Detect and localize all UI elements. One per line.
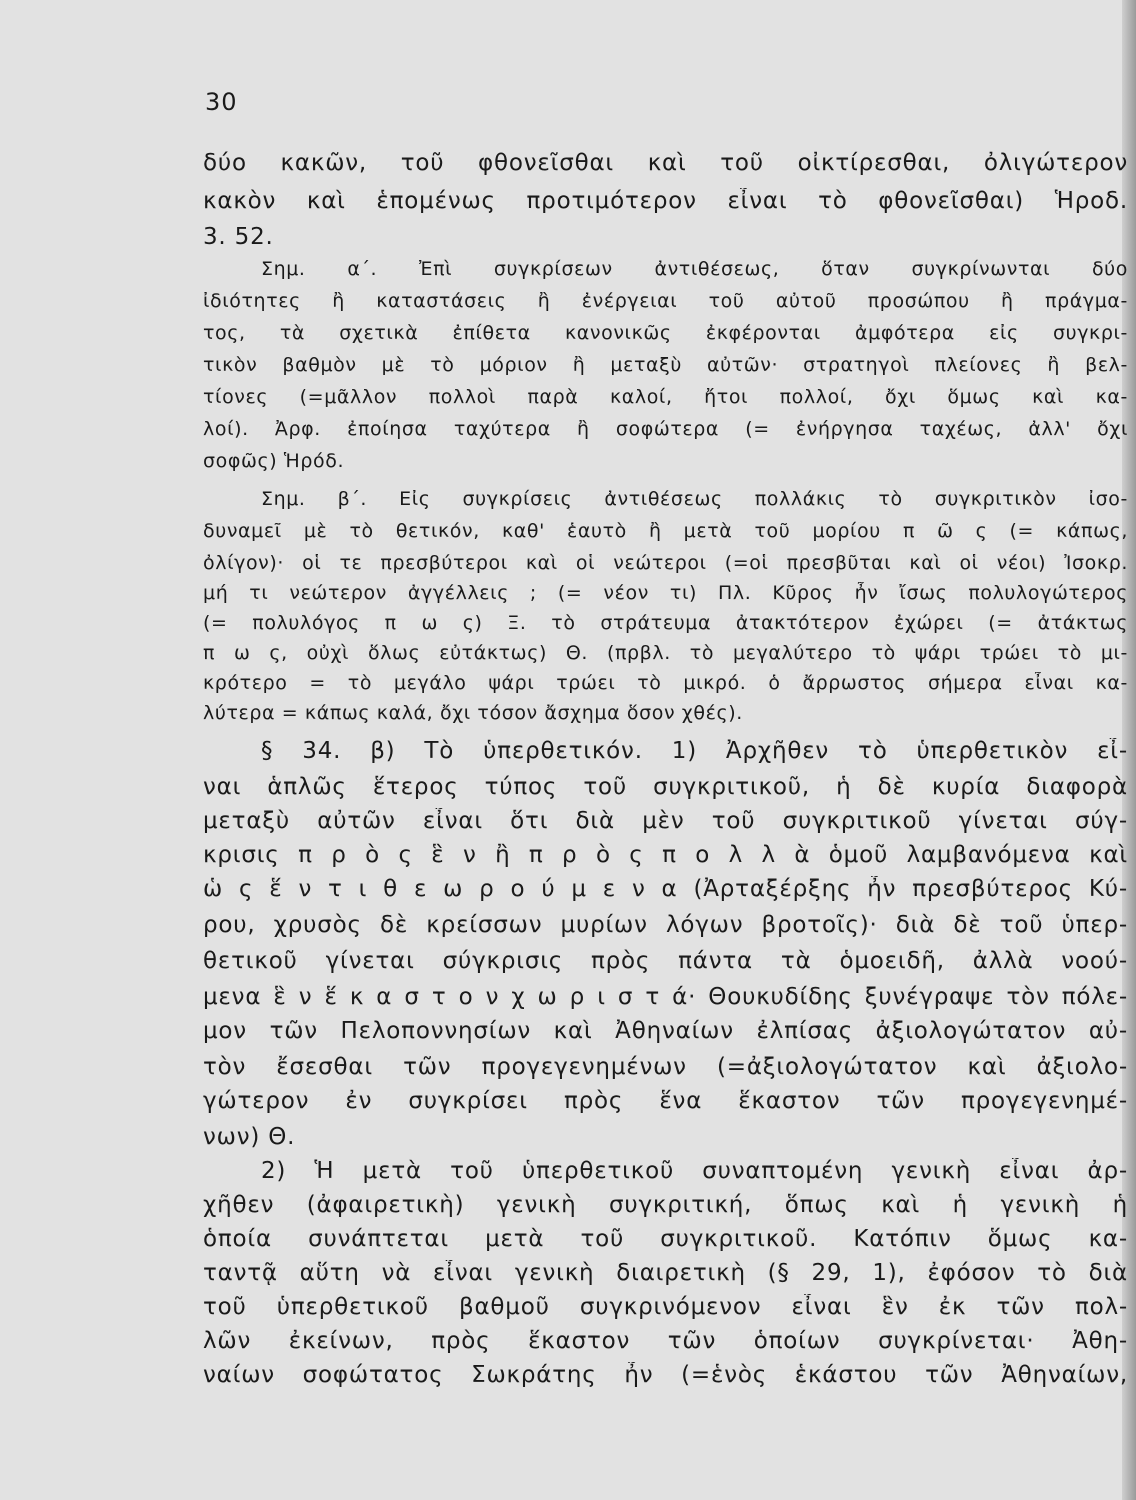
text-line: μενα ἓ ν ἕ κ α σ τ ο ν χ ω ρ ι σ τ ά· Θουκυδίδης ξυνέγραψε τὸν πόλε-: [203, 984, 1128, 1010]
text-line: τὸν ἔσεσθαι τῶν προγεγενημένων (=ἀξιολογώτατον καὶ ἀξιολο-: [203, 1054, 1128, 1080]
text-line: τοῦ ὑπερθετικοῦ βαθμοῦ συγκρινόμενον εἶναι ἓν ἐκ τῶν πολ-: [203, 1294, 1128, 1320]
text-line: χῆθεν (ἀφαιρετικὴ) γενικὴ συγκριτική, ὅπως καὶ ἡ γενικὴ ἡ: [203, 1192, 1128, 1218]
text-line: π ω ς, οὐχὶ ὅλως εὐτάκτως) Θ. (πρβλ. τὸ μεγαλύτερο τὸ ψάρι τρώει τὸ μι-: [203, 642, 1128, 664]
text-line: δυναμεῖ μὲ τὸ θετικόν, καθ' ἑαυτὸ ἢ μετὰ τοῦ μορίου π ῶ ς (= κάπως,: [203, 520, 1128, 542]
text-line: τίονες (=μᾶλλον πολλοὶ παρὰ καλοί, ἤτοι πολλοί, ὄχι ὅμως καὶ κα-: [203, 386, 1128, 408]
text-line: κρισις π ρ ὸ ς ἓ ν ἢ π ρ ὸ ς π ο λ λ ὰ ὁμοῦ λαμβανόμενα καὶ: [203, 842, 1128, 868]
text-line: κρότερο = τὸ μεγάλο ψάρι τρώει τὸ μικρό. ὁ ἄρρωστος σήμερα εἶναι κα-: [203, 672, 1128, 694]
text-line: ὀλίγον)· οἱ τε πρεσβύτεροι καὶ οἱ νεώτεροι (=οἱ πρεσβῦται καὶ οἱ νέοι) Ἰσοκρ.: [203, 552, 1128, 574]
page-number: 30: [205, 88, 238, 116]
text-line: Σημ. α΄. Ἐπὶ συγκρίσεων ἀντιθέσεως, ὅταν συγκρίνωνται δύο: [261, 258, 1128, 280]
text-line: Σημ. β΄. Εἰς συγκρίσεις ἀντιθέσεως πολλάκις τὸ συγκριτικὸν ἰσο-: [261, 488, 1128, 510]
text-line: 2) Ἡ μετὰ τοῦ ὑπερθετικοῦ συναπτομένη γενικὴ εἶναι ἀρ-: [261, 1158, 1128, 1184]
text-line: τικὸν βαθμὸν μὲ τὸ μόριον ἢ μεταξὺ αὐτῶν· στρατηγοὶ πλείονες ἢ βελ-: [203, 354, 1128, 376]
text-line: 3. 52.: [203, 224, 274, 250]
text-line: ρου, χρυσὸς δὲ κρείσσων μυρίων λόγων βροτοῖς)· διὰ δὲ τοῦ ὑπερ-: [203, 912, 1128, 938]
text-line: λύτερα = κάπως καλά, ὄχι τόσον ἄσχημα ὅσον χθές).: [203, 702, 743, 724]
text-line: νων) Θ.: [203, 1124, 296, 1150]
text-line: ὡ ς ἕ ν τ ι θ ε ω ρ ο ύ μ ε ν α (Ἀρταξέρξης ἦν πρεσβύτερος Κύ-: [203, 876, 1128, 902]
text-line: (= πολυλόγος π ω ς) Ξ. τὸ στράτευμα ἀτακτότερον ἐχώρει (= ἀτάκτως: [203, 612, 1128, 634]
text-line: § 34. β) Τὸ ὑπερθετικόν. 1) Ἀρχῆθεν τὸ ὑπερθετικὸν εἶ-: [261, 738, 1128, 764]
text-line: ναίων σοφώτατος Σωκράτης ἦν (=ἑνὸς ἑκάστου τῶν Ἀθηναίων,: [203, 1362, 1128, 1388]
text-line: ναι ἁπλῶς ἕτερος τύπος τοῦ συγκριτικοῦ, ἡ δὲ κυρία διαφορὰ: [203, 774, 1128, 800]
text-line: θετικοῦ γίνεται σύγκρισις πρὸς πάντα τὰ ὁμοειδῆ, ἀλλὰ νοού-: [203, 948, 1128, 974]
text-line: λῶν ἐκείνων, πρὸς ἕκαστον τῶν ὁποίων συγκρίνεται· Ἀθη-: [203, 1328, 1128, 1354]
text-line: τος, τὰ σχετικὰ ἐπίθετα κανονικῶς ἐκφέρονται ἀμφότερα εἰς συγκρι-: [203, 322, 1128, 344]
text-line: δύο κακῶν, τοῦ φθονεῖσθαι καὶ τοῦ οἰκτίρεσθαι, ὀλιγώτερον: [203, 150, 1128, 176]
text-line: ἰδιότητες ἢ καταστάσεις ἢ ἐνέργειαι τοῦ αὐτοῦ προσώπου ἢ πράγμα-: [203, 290, 1128, 312]
text-line: γώτερον ἐν συγκρίσει πρὸς ἕνα ἕκαστον τῶν προγεγενημέ-: [203, 1088, 1128, 1114]
text-line: μή τι νεώτερον ἀγγέλλεις ; (= νέον τι) Πλ. Κῦρος ἦν ἴσως πολυλογώτερος: [203, 582, 1128, 604]
text-line: ὁποία συνάπτεται μετὰ τοῦ συγκριτικοῦ. Κατόπιν ὅμως κα-: [203, 1226, 1128, 1252]
text-line: κακὸν καὶ ἑπομένως προτιμότερον εἶναι τὸ φθονεῖσθαι) Ἡροδ.: [203, 188, 1128, 214]
text-line: μον τῶν Πελοποννησίων καὶ Ἀθηναίων ἐλπίσας ἀξιολογώτατον αὐ-: [203, 1018, 1128, 1044]
text-line: λοί). Ἀρφ. ἐποίησα ταχύτερα ἢ σοφώτερα (= ἐνήργησα ταχέως, ἀλλ' ὄχι: [203, 418, 1128, 440]
text-line: σοφῶς) Ἡρόδ.: [203, 450, 345, 472]
text-line: ταντᾷ αὕτη νὰ εἶναι γενικὴ διαιρετικὴ (§ 29, 1), ἐφόσον τὸ διὰ: [203, 1260, 1128, 1286]
text-line: μεταξὺ αὐτῶν εἶναι ὅτι διὰ μὲν τοῦ συγκριτικοῦ γίνεται σύγ-: [203, 808, 1128, 834]
